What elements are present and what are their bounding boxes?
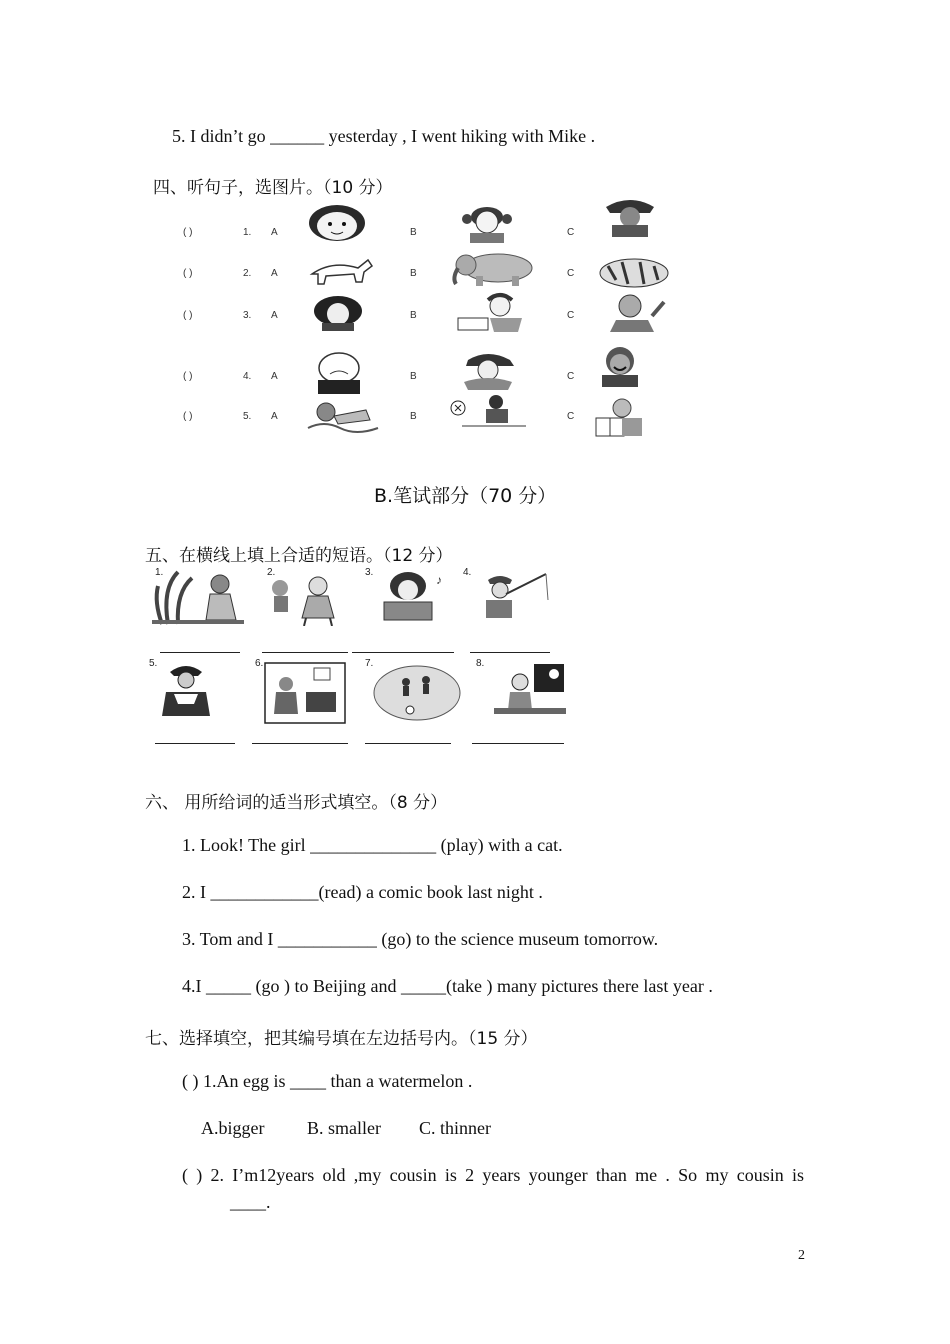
part-b-title: B.笔试部分（70 分） [374,485,557,507]
answer-line-6[interactable] [252,743,348,744]
answer-line-5[interactable] [155,743,235,744]
svg-text:♪: ♪ [436,573,442,587]
tiger-picture [594,256,674,290]
section-6-item-4: 4.I _____ (go ) to Beijing and _____(take ) many pictures there last year . [182,976,713,996]
row-number: 5. [243,411,252,422]
elephant-picture [448,250,538,288]
row-number: 3. [243,310,252,321]
picture-number: 1. [155,567,164,578]
girl-with-flowers-picture [266,572,348,626]
answer-line-8[interactable] [472,743,564,744]
answer-paren[interactable]: ( ) [183,268,193,279]
option-b-label: B [410,310,417,321]
option-c-label: C [567,371,575,382]
boy-studying-picture [490,660,570,720]
section-7-question-2: ( ) 2. I’m12years old ,my cousin is 2 years younger than me . So my cousin is [182,1165,804,1185]
option-a-label: A [271,227,278,238]
girl-dark-hair-picture [306,295,370,331]
girl-book-picture [592,396,652,438]
picture-number: 3. [365,567,374,578]
boy-fishing-picture [476,570,558,624]
answer-paren[interactable]: ( ) [183,411,193,422]
page-number: 2 [798,1248,805,1263]
section-5-title: 五、在横线上填上合适的短语。（12 分） [145,546,453,566]
section-7-question-1: ( ) 1.An egg is ____ than a watermelon . [182,1071,473,1091]
option-b-label: B [410,227,417,238]
option-c: C. thinner [419,1118,491,1138]
option-a: A.bigger [201,1118,265,1138]
option-b-label: B [410,268,417,279]
option-b-label: B [410,371,417,382]
option-a-label: A [271,371,278,382]
picture-number: 8. [476,658,485,669]
boy-laughing-picture [592,345,648,387]
section-4-title: 四、听句子，选图片。（10 分） [153,178,393,198]
picture-number: 5. [149,658,158,669]
boy-waving-picture [594,292,674,332]
picture-number: 7. [365,658,374,669]
row-number: 2. [243,268,252,279]
option-c-label: C [567,310,575,321]
picture-number: 2. [267,567,276,578]
option-a-label: A [271,310,278,321]
option-a-label: A [271,411,278,422]
question-3-5: 5. I didn’t go ______ yesterday , I went hiking with Mike . [172,126,596,146]
boy-swimming-picture [304,398,382,438]
answer-line-1[interactable] [160,652,240,653]
section-6-item-3: 3. Tom and I ___________ (go) to the science museum tomorrow. [182,929,659,949]
girl-pigtails-picture [452,205,522,243]
answer-paren[interactable]: ( ) [183,371,193,382]
section-6-title: 六、 用所给词的适当形式填空。（8 分） [145,793,448,813]
answer-paren[interactable]: ( ) [183,310,193,321]
option-b: B. smaller [307,1118,381,1138]
answer-line-4[interactable] [470,652,550,653]
boy-football-picture [446,392,532,432]
boy-hat-picture [592,195,668,237]
answer-line-7[interactable] [365,743,451,744]
section-6-item-1: 1. Look! The girl ______________ (play) with a cat. [182,835,563,855]
girl-face-picture [302,202,372,242]
option-b-label: B [410,411,417,422]
option-a-label: A [271,268,278,279]
answer-line-2[interactable] [262,652,348,653]
watching-tv-picture [264,662,346,724]
girl-singing-picture [364,570,452,624]
section-7-question-2-line-2: ____. [230,1192,271,1212]
picture-number: 6. [255,658,264,669]
answer-paren[interactable]: ( ) [183,227,193,238]
girl-watering-plants-picture [148,568,248,626]
boy-cap-picture [452,350,524,390]
section-7-title: 七、选择填空，把其编号填在左边括号内。（15 分） [145,1029,538,1049]
playing-football-picture [372,664,462,722]
row-number: 1. [243,227,252,238]
option-c-label: C [567,268,575,279]
option-c-label: C [567,227,575,238]
picture-number: 4. [463,567,472,578]
girl-crying-picture [306,352,372,394]
section-6-item-2: 2. I ____________(read) a comic book last night . [182,882,543,902]
dog-picture [302,252,378,288]
girl-reading-picture [450,292,540,334]
option-c-label: C [567,411,575,422]
man-reading-picture [154,660,218,718]
answer-line-3[interactable] [352,652,454,653]
row-number: 4. [243,371,252,382]
